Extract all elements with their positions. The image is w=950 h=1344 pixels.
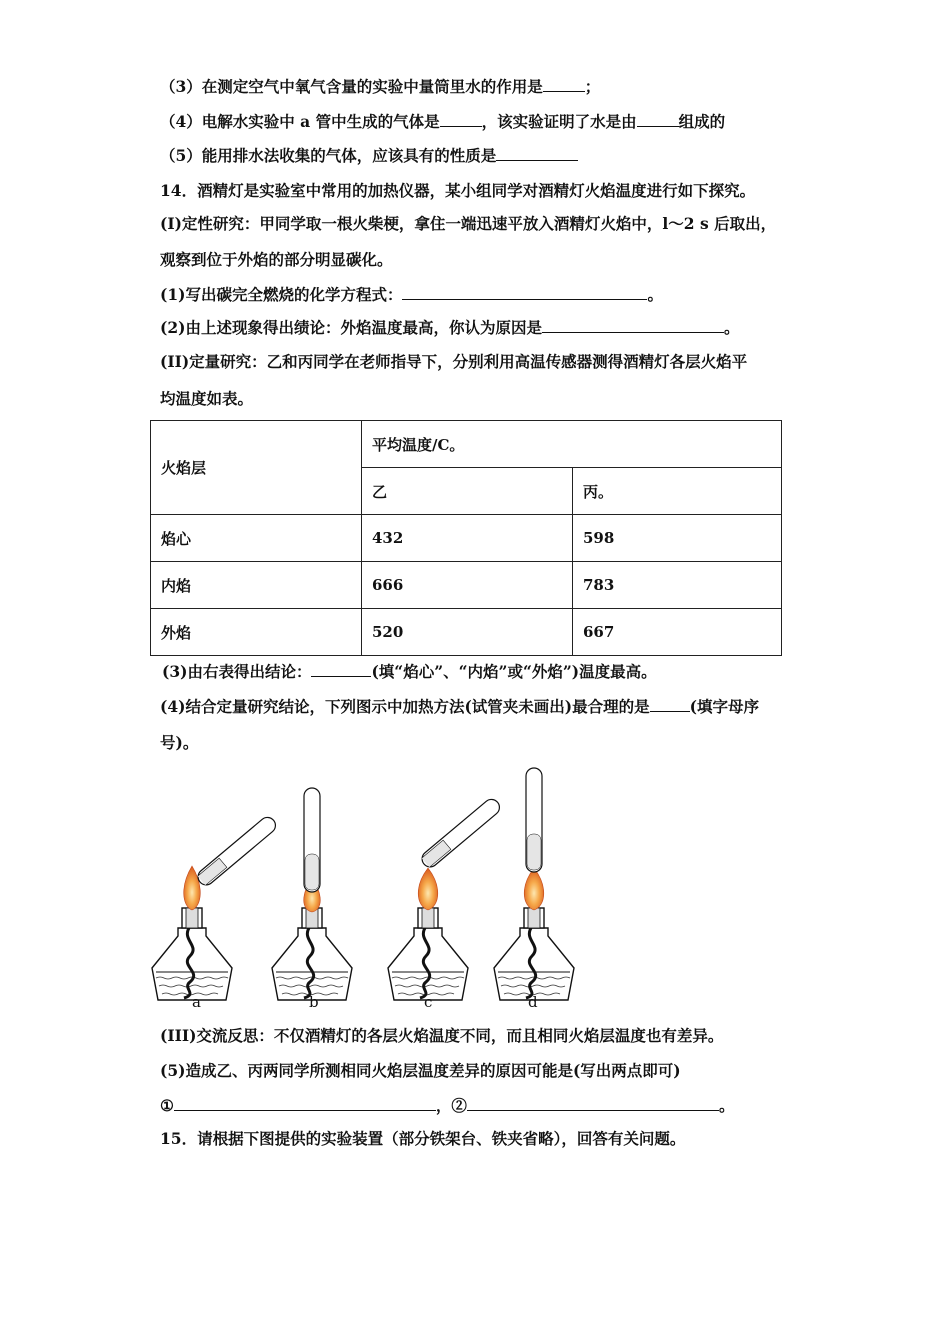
value-cell: 666 <box>362 562 573 609</box>
flame <box>184 866 201 910</box>
answer-blank[interactable] <box>650 697 690 712</box>
col-header-yi: 乙 <box>362 468 573 515</box>
value-cell: 783 <box>573 562 782 609</box>
subquestion-1: (1)写出碳完全燃烧的化学方程式： 。 <box>160 285 663 304</box>
col-header-bing: 丙。 <box>573 468 782 515</box>
setup-a <box>152 814 279 1000</box>
value-cell: 667 <box>573 609 782 656</box>
subquestion-5-answers: ① ，② 。 <box>160 1096 735 1115</box>
figure-label-c: c <box>424 993 433 1011</box>
question-4: （4）电解水实验中 a 管中生成的气体是 ，该实验证明了水是由 组成的 <box>160 112 726 131</box>
question-15: 15．请根据下图提供的实验装置（部分铁架台、铁夹省略），回答有关问题。 <box>160 1129 686 1148</box>
row-header-cell: 火焰层 <box>151 421 362 515</box>
flame <box>418 868 438 910</box>
figure-label-a: a <box>192 993 201 1011</box>
group-header-cell: 平均温度/C。 <box>362 421 782 468</box>
table-row <box>151 515 782 562</box>
part-1-text-cont: 观察到位于外焰的部分明显碳化。 <box>160 250 393 269</box>
answer-blank[interactable] <box>637 112 679 127</box>
answer-blank[interactable] <box>440 112 482 127</box>
setup-c <box>388 796 503 1000</box>
question-3: （3）在测定空气中氧气含量的实验中量筒里水的作用是 ； <box>160 77 601 96</box>
value-cell: 432 <box>362 515 573 562</box>
heating-methods-figure <box>150 760 790 1020</box>
layer-cell: 外焰 <box>151 609 362 656</box>
part-2-text-cont: 均温度如表。 <box>160 389 254 408</box>
subquestion-3: (3)由右表得出结论： (填“焰心”、“内焰”或“外焰”)温度最高。 <box>162 662 657 681</box>
layer-cell: 内焰 <box>151 562 362 609</box>
table-row <box>151 562 782 609</box>
subquestion-2: (2)由上述现象得出绩论：外焰温度最高，你认为原因是 。 <box>160 318 740 337</box>
figure-label-b: b <box>309 993 319 1011</box>
flame <box>524 868 544 910</box>
part-1-text: (I)定性研究：甲同学取一根火柴梗，拿住一端迅速平放入酒精灯火焰中，l～2 s 后取出， <box>160 214 777 233</box>
subquestion-5: (5)造成乙、丙两同学所测相同火焰层温度差异的原因可能是(写出两点即可) <box>160 1061 681 1080</box>
answer-blank[interactable] <box>311 662 371 677</box>
value-cell: 520 <box>362 609 573 656</box>
subquestion-4-cont: 号)。 <box>160 733 199 752</box>
table-header-row <box>151 421 782 468</box>
answer-blank-2[interactable] <box>467 1096 719 1111</box>
answer-blank[interactable] <box>543 77 585 92</box>
temperature-table <box>150 420 782 656</box>
setup-b <box>272 788 352 1000</box>
layer-cell: 焰心 <box>151 515 362 562</box>
answer-blank[interactable] <box>542 318 724 333</box>
question-14-intro: 14．酒精灯是实验室中常用的加热仪器，某小组同学对酒精灯火焰温度进行如下探究。 <box>160 181 756 200</box>
question-5: （5）能用排水法收集的气体，应该具有的性质是 <box>160 146 578 166</box>
answer-blank[interactable] <box>496 146 578 161</box>
answer-blank-1[interactable] <box>174 1096 436 1111</box>
value-cell: 598 <box>573 515 782 562</box>
figure-label-d: d <box>528 993 538 1011</box>
subquestion-4: (4)结合定量研究结论，下列图示中加热方法(试管夹未画出)最合理的是 (填字母序 <box>160 697 759 716</box>
setup-d <box>494 768 574 1000</box>
part-3-text: (III)交流反思：不仅酒精灯的各层火焰温度不同，而且相同火焰层温度也有差异。 <box>160 1026 724 1045</box>
table-row <box>151 609 782 656</box>
answer-blank[interactable] <box>402 285 647 300</box>
part-2-text: (II)定量研究：乙和丙同学在老师指导下，分别利用高温传感器测得酒精灯各层火焰平 <box>160 352 748 371</box>
